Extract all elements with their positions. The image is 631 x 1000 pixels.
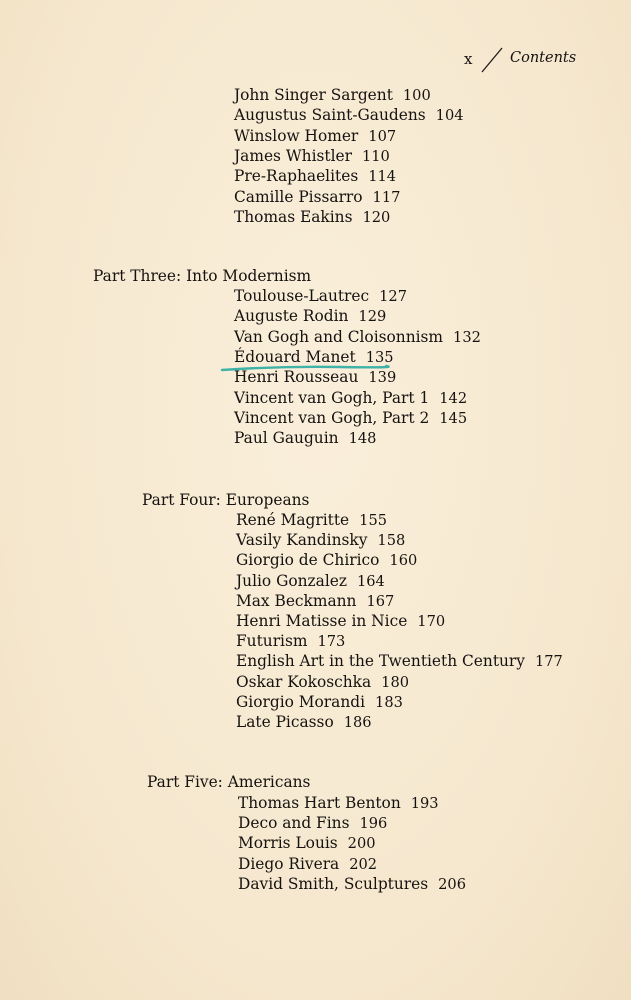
entry-title: Thomas Eakins [234, 207, 353, 226]
entry-page-number: 186 [343, 714, 372, 731]
entry-title: Augustus Saint-Gaudens [234, 106, 426, 125]
entry-title: John Singer Sargent [234, 86, 393, 104]
entry-page-number: 135 [365, 348, 394, 366]
entry-page-number: 104 [435, 107, 464, 125]
entry-page-number: 180 [381, 673, 410, 691]
toc-entry [234, 289, 407, 305]
entry-page-number: 206 [438, 875, 466, 893]
entry-title: Henri Rousseau [234, 368, 359, 387]
entry-title: René Magritte [236, 511, 350, 529]
entry-title: Vincent van Gogh, Part 2 [234, 408, 430, 427]
entry-page-number: 202 [349, 855, 378, 873]
entry-title: David Smith, Sculptures [238, 874, 429, 893]
toc-entry [238, 836, 376, 852]
toc-entry [234, 347, 394, 366]
toc-entry [234, 187, 401, 206]
entry-title: Toulouse-Lautrec [234, 287, 370, 305]
entry-title: Vincent van Gogh, Part 1 [234, 388, 430, 407]
entry-page-number: 158 [377, 532, 406, 550]
entry-title: Henri Matisse in Nice [236, 612, 408, 630]
entry-title: Winslow Homer [234, 126, 359, 145]
entry-page-number: 145 [439, 409, 468, 427]
entry-title: James Whistler [234, 146, 352, 165]
entry-page-number: 148 [348, 430, 377, 448]
entry-page-number: 200 [347, 835, 376, 853]
toc-entry [236, 634, 345, 650]
running-title: Contents [510, 50, 577, 66]
entry-title: Morris Louis [238, 834, 338, 853]
entry-title: Paul Gauguin [234, 429, 339, 448]
entry-title: Julio Gonzalez [236, 571, 347, 590]
entry-page-number: 129 [358, 308, 387, 326]
entry-page-number: 177 [534, 653, 563, 671]
toc-entry [234, 309, 386, 325]
page-number: x [464, 50, 473, 68]
entry-page-number: 100 [402, 87, 431, 104]
toc-entry [234, 207, 391, 226]
entry-page-number: 167 [366, 592, 395, 610]
entry-title: Late Picasso [236, 713, 334, 731]
entry-page-number: 107 [368, 127, 397, 145]
toc-entry [236, 672, 410, 691]
entry-page-number: 117 [372, 188, 401, 206]
entry-page-number: 110 [361, 147, 390, 165]
toc-entry [234, 88, 431, 104]
toc-entry [238, 854, 378, 873]
entry-title: Giorgio de Chirico [236, 551, 380, 570]
entry-page-number: 142 [439, 389, 468, 407]
entry-title: Van Gogh and Cloisonnism [234, 327, 444, 346]
entry-title: Pre-Raphaelites [234, 167, 359, 186]
toc-entry [238, 874, 466, 893]
entry-title: Oskar Kokoschka [236, 672, 372, 691]
entry-title: Auguste Rodin [234, 307, 349, 326]
entry-page-number: 155 [359, 512, 388, 529]
entry-page-number: 170 [417, 613, 446, 630]
part-title: Part Four: Europeans [142, 491, 310, 509]
toc-entry [238, 816, 387, 832]
part-title: Part Five: Americans [147, 773, 311, 791]
entry-page-number: 132 [453, 328, 481, 346]
entry-title: Thomas Hart Benton [238, 794, 401, 812]
entry-page-number: 164 [356, 572, 385, 590]
entry-page-number: 139 [368, 369, 397, 387]
toc-entry [236, 553, 417, 569]
entry-title: Futurism [236, 632, 308, 651]
entry-title: Diego Rivera [238, 854, 340, 873]
entry-title: Vasily Kandinsky [236, 531, 368, 550]
toc-entry [236, 614, 445, 630]
toc-entry [236, 533, 405, 549]
part-title: Part Three: Into Modernism [93, 267, 312, 285]
entry-page-number: 127 [379, 288, 407, 305]
entry-title: Deco and Fins [238, 814, 350, 833]
toc-entry [236, 571, 385, 590]
entry-page-number: 160 [389, 552, 418, 570]
entry-page-number: 173 [317, 633, 346, 651]
toc-entry [234, 370, 396, 386]
toc-entry [234, 126, 397, 145]
toc-entry [234, 388, 468, 407]
entry-page-number: 183 [375, 693, 403, 711]
entry-title: Max Beckmann [236, 591, 357, 610]
toc-entry [234, 146, 390, 165]
entry-page-number: 196 [359, 815, 388, 833]
entry-title: English Art in the Twentieth Century [236, 652, 525, 671]
toc-entry [234, 408, 468, 427]
toc-entry [236, 513, 387, 529]
toc-entry [236, 692, 403, 711]
toc-entry [236, 654, 563, 670]
toc-entry [234, 327, 481, 346]
entry-title: Camille Pissarro [234, 187, 363, 206]
toc-entry [234, 431, 376, 447]
entry-title: Giorgio Morandi [236, 692, 366, 711]
toc-entry [236, 591, 395, 610]
toc-entry [234, 169, 396, 185]
entry-page-number: 114 [368, 168, 397, 186]
toc-entry [238, 796, 439, 812]
entry-title: Édouard Manet [234, 347, 356, 366]
toc-entry [234, 108, 464, 124]
toc-entry [236, 715, 372, 731]
entry-page-number: 120 [362, 208, 391, 226]
entry-page-number: 193 [410, 795, 439, 812]
